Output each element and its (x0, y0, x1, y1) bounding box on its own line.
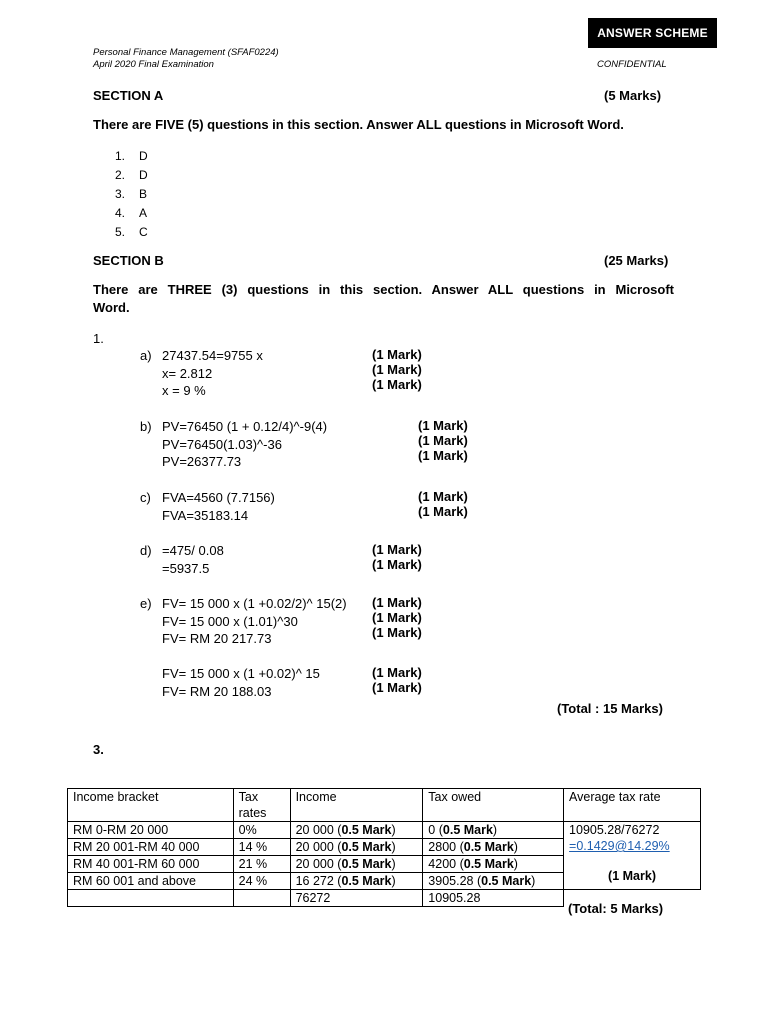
list-item: 1. D (115, 149, 148, 163)
table-header-row (68, 789, 701, 822)
section-a-instruction: There are FIVE (5) questions in this section. Answer ALL questions in Microsoft Word. (93, 117, 624, 132)
list-item: 4. A (115, 206, 148, 220)
part-c-label: c) (140, 490, 151, 505)
section-b-marks: (25 Marks) (604, 253, 669, 268)
average-tax-rate-cell: 10905.28/76272 =0.1429@14.29% (1 Mark) (564, 822, 701, 890)
table-row: RM 0-RM 20 000 0% 20 000 (0.5 Mark) 0 (0.5 Mark) 10905.28/76272 =0.1429@14.29% (1 Mark) (68, 822, 701, 839)
part-a-working: 27437.54=9755 x x= 2.812 x = 9 % (162, 348, 263, 398)
question-3-label: 3. (93, 742, 104, 757)
section-b-instruction-line1: There are THREE (3) questions in this section. Answer ALL questions in Microsoft (93, 282, 674, 297)
table-row: RM 40 001-RM 60 000 21 % 20 000 (0.5 Mark) 4200 (0.5 Mark) (68, 856, 701, 873)
part-a-label: a) (140, 348, 152, 363)
section-a-marks: (5 Marks) (604, 88, 662, 103)
table-total-row: 76272 10905.28 (68, 890, 701, 907)
part-e-alt-marks: (1 Mark) (1 Mark) (372, 665, 422, 695)
table-row: RM 20 001-RM 40 000 14 % 20 000 (0.5 Mark) 2800 (0.5 Mark) (68, 839, 701, 856)
question-1-total: (Total : 15 Marks) (557, 701, 663, 716)
part-d-working: =475/ 0.08 =5937.5 (162, 543, 224, 576)
section-a-title: SECTION A (93, 88, 164, 103)
tax-table (67, 788, 701, 907)
section-b-title: SECTION B (93, 253, 164, 268)
question-3-total: (Total: 5 Marks) (568, 901, 664, 916)
course-title: Personal Finance Management (SFAF0224) (93, 47, 279, 58)
section-b-instruction-line2: Word. (93, 300, 130, 315)
list-item: 2. D (115, 168, 148, 182)
column-header: Income bracket (68, 789, 234, 822)
part-d-marks: (1 Mark) (1 Mark) (372, 542, 422, 572)
part-d-label: d) (140, 543, 152, 558)
part-e-working: FV= 15 000 x (1 +0.02/2)^ 15(2) FV= 15 000 x (1.01)^30 FV= RM 20 217.73 (162, 596, 347, 646)
list-item: 5. C (115, 225, 148, 239)
column-header: Tax owed (423, 789, 564, 822)
part-c-marks: (1 Mark) (1 Mark) (418, 489, 468, 519)
part-e-label: e) (140, 596, 152, 611)
part-c-working: FVA=4560 (7.7156) FVA=35183.14 (162, 490, 275, 523)
average-tax-rate-result[interactable]: =0.1429@14.29% (569, 839, 670, 853)
column-header: Income (290, 789, 423, 822)
answer-scheme-badge: ANSWER SCHEME (588, 18, 717, 48)
list-item: 3. B (115, 187, 148, 201)
section-a-answers (115, 147, 148, 242)
confidential-label: CONFIDENTIAL (597, 59, 667, 70)
part-b-label: b) (140, 419, 152, 434)
exam-title: April 2020 Final Examination (93, 59, 214, 70)
part-b-working: PV=76450 (1 + 0.12/4)^-9(4) PV=76450(1.03)^-36 PV=26377.73 (162, 419, 328, 469)
table-row: RM 60 001 and above 24 % 16 272 (0.5 Mark) 3905.28 (0.5 Mark) (68, 873, 701, 890)
column-header: Tax rates (233, 789, 290, 822)
part-e-alt-working: FV= 15 000 x (1 +0.02)^ 15 FV= RM 20 188.03 (162, 666, 320, 699)
question-1-label: 1. (93, 331, 104, 346)
part-e-marks: (1 Mark) (1 Mark) (1 Mark) (372, 595, 422, 640)
part-a-marks: (1 Mark) (1 Mark) (1 Mark) (372, 347, 422, 392)
column-header: Average tax rate (564, 789, 701, 822)
part-b-marks: (1 Mark) (1 Mark) (1 Mark) (418, 418, 468, 463)
